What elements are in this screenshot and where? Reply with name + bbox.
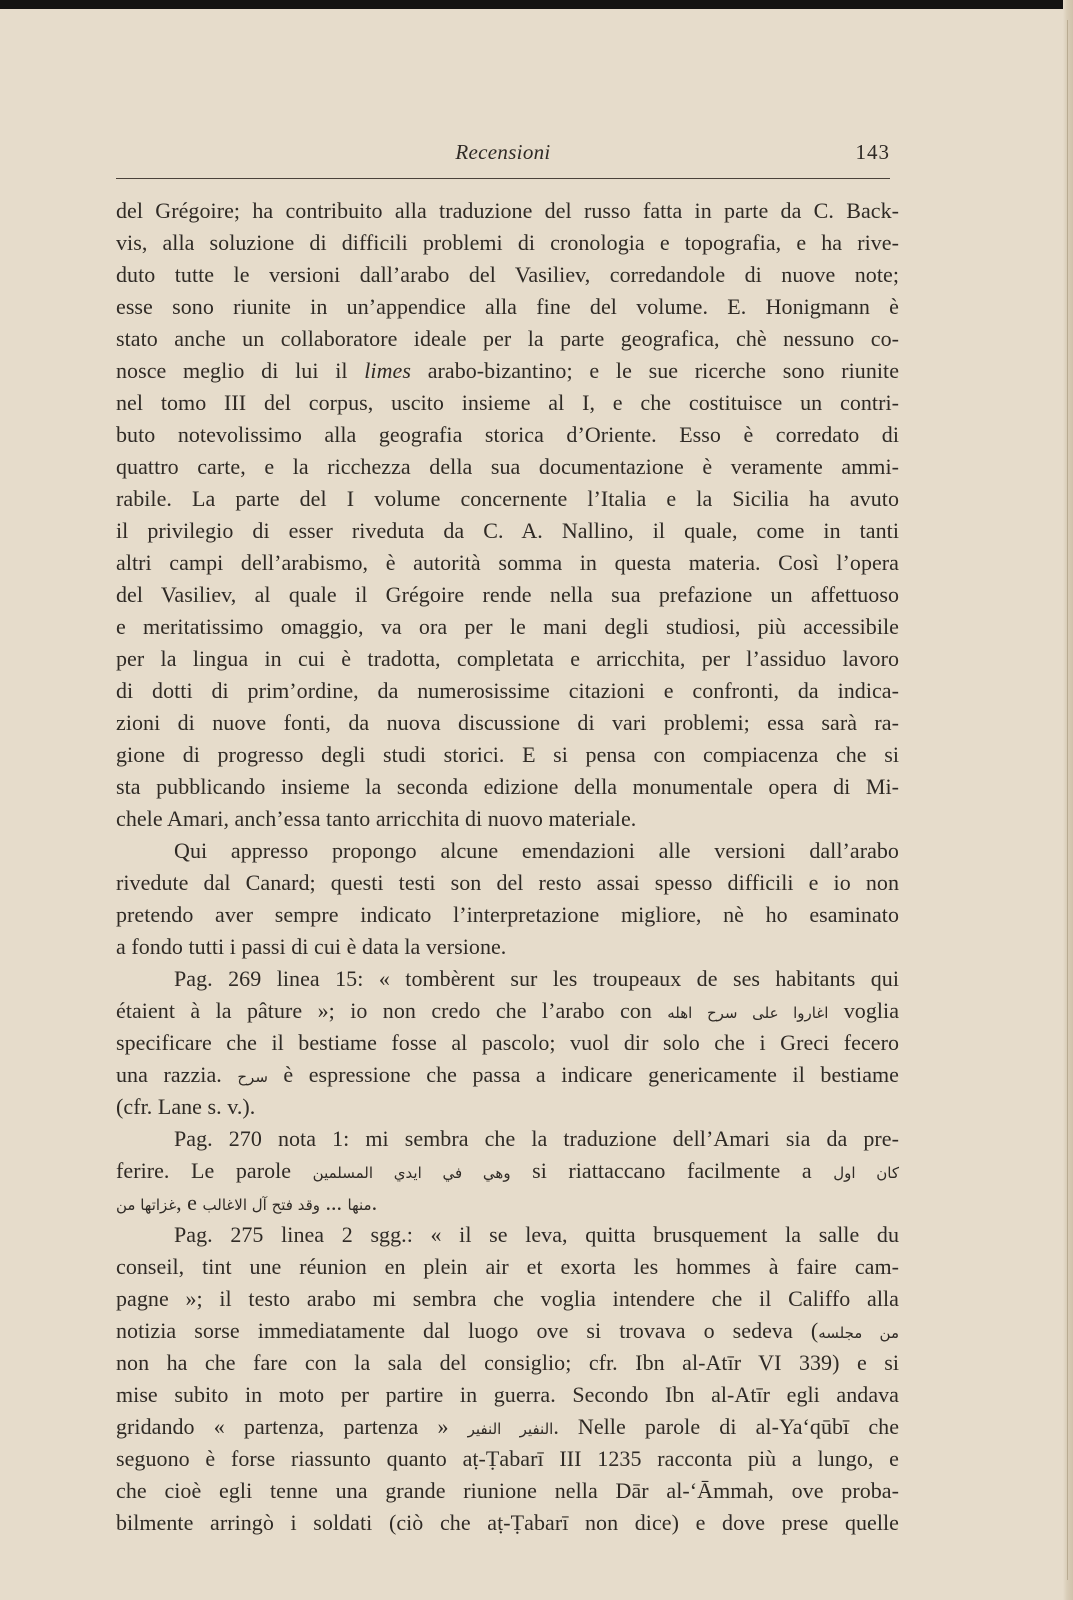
text-line: chele Amari, anch’essa tanto arricchita di nuovo materiale. xyxy=(116,806,637,831)
arabic-phrase: غزاتها من xyxy=(116,1196,177,1214)
text-line: غزاتها من, e منها ... وقد فتح آل الاغالب . xyxy=(116,1190,378,1215)
arabic-phrase: منها xyxy=(347,1196,372,1214)
text-line: stato anche un collaboratore ideale per la parte geografica, chè nessuno co- xyxy=(116,326,899,351)
text-line: Pag. 275 linea 2 sgg.: « il se leva, quitta brusquement la salle du xyxy=(174,1222,899,1247)
page-number: 143 xyxy=(855,140,890,164)
text-line: gridando « partenza, partenza » النفير النفير. Nelle parole di al-Ya‘qūbī che xyxy=(116,1414,900,1439)
text-line: rabile. La parte del I volume concernente l’Italia e la Sicilia ha avuto xyxy=(116,486,899,511)
text-line: esse sono riunite in un’appendice alla fine del volume. E. Honigmann è xyxy=(116,294,899,319)
text-line: specificare che il bestiame fosse al pascolo; vuol dir solo che i Greci fecero xyxy=(116,1030,899,1055)
text-line: non ha che fare con la sala del consiglio; cfr. Ibn al-Atīr VI 339) e si xyxy=(116,1350,899,1375)
text-line: zioni di nuove fonti, da nuova discussione di vari problemi; essa sarà ra- xyxy=(116,710,899,735)
text-line: il privilegio di esser riveduta da C. A. Nallino, il quale, come in tanti xyxy=(116,518,899,543)
text-line: una razzia. سرح è espressione che passa a indicare genericamente il bestiame xyxy=(116,1062,899,1087)
page-header xyxy=(116,140,890,170)
arabic-phrase: وهي في ايدي المسلمين xyxy=(312,1164,511,1182)
text-line: buto notevolissimo alla geografia storica d’Oriente. Esso è corredato di xyxy=(116,422,899,447)
text-line: pretendo aver sempre indicato l’interpretazione migliore, nè ho esaminato xyxy=(116,902,899,927)
header-rule xyxy=(116,178,890,179)
text-line: notizia sorse immediatamente dal luogo ove si trovava o sedeva (من مجلسه xyxy=(116,1318,900,1343)
text-line: nel tomo III del corpus, uscito insieme al I, e che costituisce un contri- xyxy=(116,390,899,415)
text-line: duto tutte le versioni dall’arabo del Vasiliev, corredandole di nuove note; xyxy=(116,262,899,287)
text-line: Qui appresso propongo alcune emendazioni alle versioni dall’arabo xyxy=(174,838,899,863)
text-line: nosce meglio di lui il limes arabo-bizantino; e le sue ricerche sono riunite xyxy=(116,358,900,383)
text-line: mise subito in moto per partire in guerra. Secondo Ibn al-Atīr egli andava xyxy=(116,1382,899,1407)
text-line: Pag. 269 linea 15: « tombèrent sur les troupeaux de ses habitants qui xyxy=(174,966,899,991)
text-line: quattro carte, e la ricchezza della sua documentazione è veramente ammi- xyxy=(116,454,899,479)
text-line: vis, alla soluzione di difficili problemi di cronologia e topografia, e ha rive- xyxy=(116,230,899,255)
arabic-phrase: من مجلسه xyxy=(818,1324,900,1342)
text-line: del Grégoire; ha contribuito alla traduzione del russo fatta in parte da C. Back- xyxy=(116,198,899,223)
text-line: (cfr. Lane s. v.). xyxy=(116,1094,256,1119)
text-line: di dotti di prim’ordine, da numerosissime citazioni e confronti, da indica- xyxy=(116,678,899,703)
text-line: altri campi dell’arabismo, è autorità somma in questa materia. Così l’opera xyxy=(116,550,899,575)
text-line: che cioè egli tenne una grande riunione nella Dār al-‘Āmmah, ove proba- xyxy=(116,1478,899,1503)
text-line: rivedute dal Canard; questi testi son del resto assai spesso difficili e io non xyxy=(116,870,899,895)
arabic-phrase: سرح xyxy=(237,1068,268,1086)
text-line: del Vasiliev, al quale il Grégoire rende nella sua prefazione un affettuoso xyxy=(116,582,899,607)
arabic-phrase: وقد فتح آل الاغالب xyxy=(202,1196,321,1214)
page-top-edge xyxy=(0,0,1073,9)
text-line: conseil, tint une réunion en plein air et exorta les hommes à faire cam- xyxy=(116,1254,899,1279)
arabic-phrase: كان اول xyxy=(833,1164,899,1182)
text-line: sta pubblicando insieme la seconda edizione della monumentale opera di Mi- xyxy=(116,774,899,799)
arabic-phrase: النفير النفير xyxy=(467,1420,554,1438)
page-binding-line xyxy=(1067,20,1068,1580)
text-line: ferire. Le parole وهي في ايدي المسلمين si riattaccano facilmente a كان اول xyxy=(116,1158,899,1183)
text-line: a fondo tutti i passi di cui è data la versione. xyxy=(116,934,507,959)
text-line: pagne »; il testo arabo mi sembra che voglia intendere che il Califfo alla xyxy=(116,1286,899,1311)
text-line: Pag. 270 nota 1: mi sembra che la traduzione dell’Amari sia da pre- xyxy=(174,1126,899,1151)
text-line: bilmente arringò i soldati (ciò che aṭ-Ṭabarī non dice) e dove prese quelle xyxy=(116,1510,899,1535)
arabic-phrase: اغاروا على سرح اهله xyxy=(667,1004,829,1022)
text-line: per la lingua in cui è tradotta, completata e arricchita, per l’assiduo lavoro xyxy=(116,646,899,671)
text-line: seguono è forse riassunto quanto aṭ-Ṭabarī III 1235 racconta più a lungo, e xyxy=(116,1446,899,1471)
text-line: gione di progresso degli studi storici. E si pensa con compiacenza che si xyxy=(116,742,899,767)
text-line: étaient à la pâture »; io non credo che l’arabo con اغاروا على سرح اهله voglia xyxy=(116,998,900,1023)
page-right-edge xyxy=(1063,0,1073,1600)
text-line: e meritatissimo omaggio, va ora per le mani degli studiosi, più accessibile xyxy=(116,614,899,639)
running-title: Recensioni xyxy=(455,140,551,164)
